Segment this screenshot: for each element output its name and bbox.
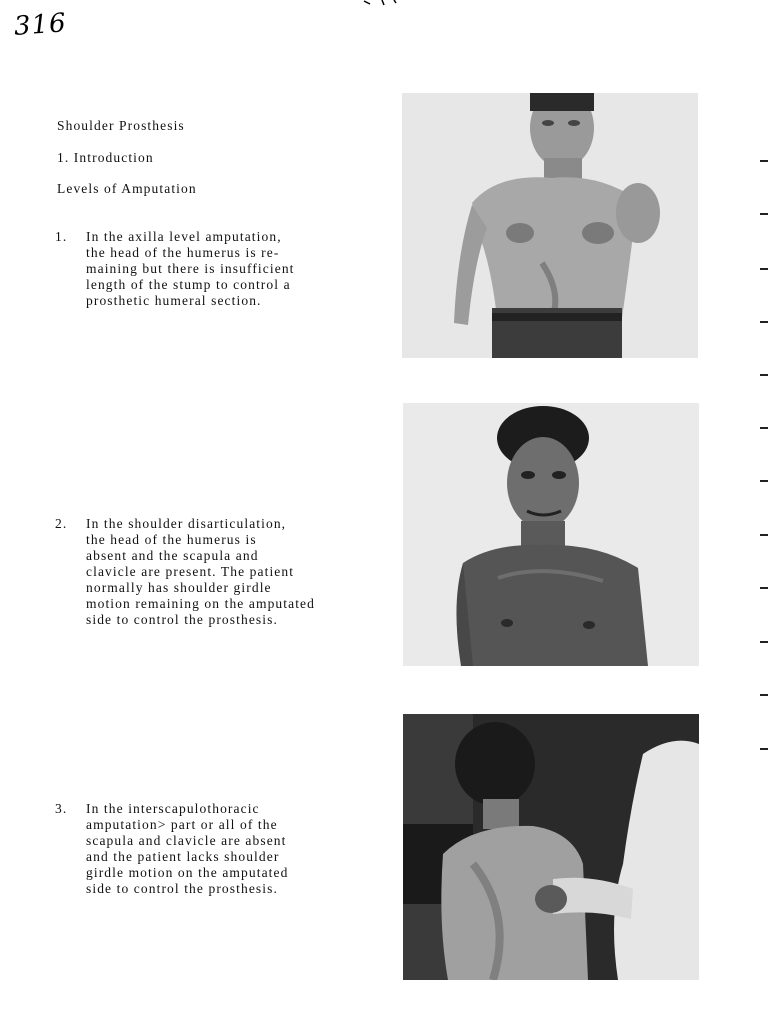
subsection-heading: Levels of Amputation [57, 181, 197, 196]
section-heading: 1. Introduction [57, 150, 154, 165]
scan-margin-marks [754, 150, 768, 770]
margin-tick [760, 480, 768, 482]
list-item-shoulder-disarticulation [55, 516, 355, 628]
margin-tick [760, 587, 768, 589]
margin-tick [760, 748, 768, 750]
list-item-number: 2. [55, 516, 68, 531]
photo-shoulder-disarticulation [403, 403, 699, 666]
list-item-text: In the shoulder disarticulation, the head of the humerus is absent and the scapula and clavicle are present. The patient normally has shoulder girdle motion remaining on the amputated side to control the prosthesis. [86, 516, 316, 627]
margin-tick [760, 160, 768, 162]
list-item-text: In the axilla level amputation, the head of the humerus is re- maining but there is insufficient length of the stump to control a prosthetic humeral section. [86, 229, 295, 308]
page-number: 316 [13, 8, 68, 42]
list-item-number: 3. [55, 801, 68, 816]
list-item-number: 1. [55, 229, 68, 244]
margin-tick [760, 213, 768, 215]
margin-tick [760, 374, 768, 376]
document-title: Shoulder Prosthesis [57, 118, 185, 133]
photo-interscapulothoracic [403, 714, 699, 980]
margin-tick [760, 268, 768, 270]
photo-axilla-amputation [402, 93, 698, 358]
margin-tick [760, 534, 768, 536]
margin-tick [760, 641, 768, 643]
margin-tick [760, 427, 768, 429]
list-item-text: In the interscapulothoracic amputation> part or all of the scapula and clavicle are absent and the patient lacks shoulder girdle motion on the amputated side to control the prosthesis. [86, 801, 289, 896]
margin-tick [760, 321, 768, 323]
list-item-interscapulothoracic [55, 801, 355, 897]
top-scratch-mark [360, 0, 400, 6]
list-item-axilla [55, 229, 355, 309]
margin-tick [760, 694, 768, 696]
